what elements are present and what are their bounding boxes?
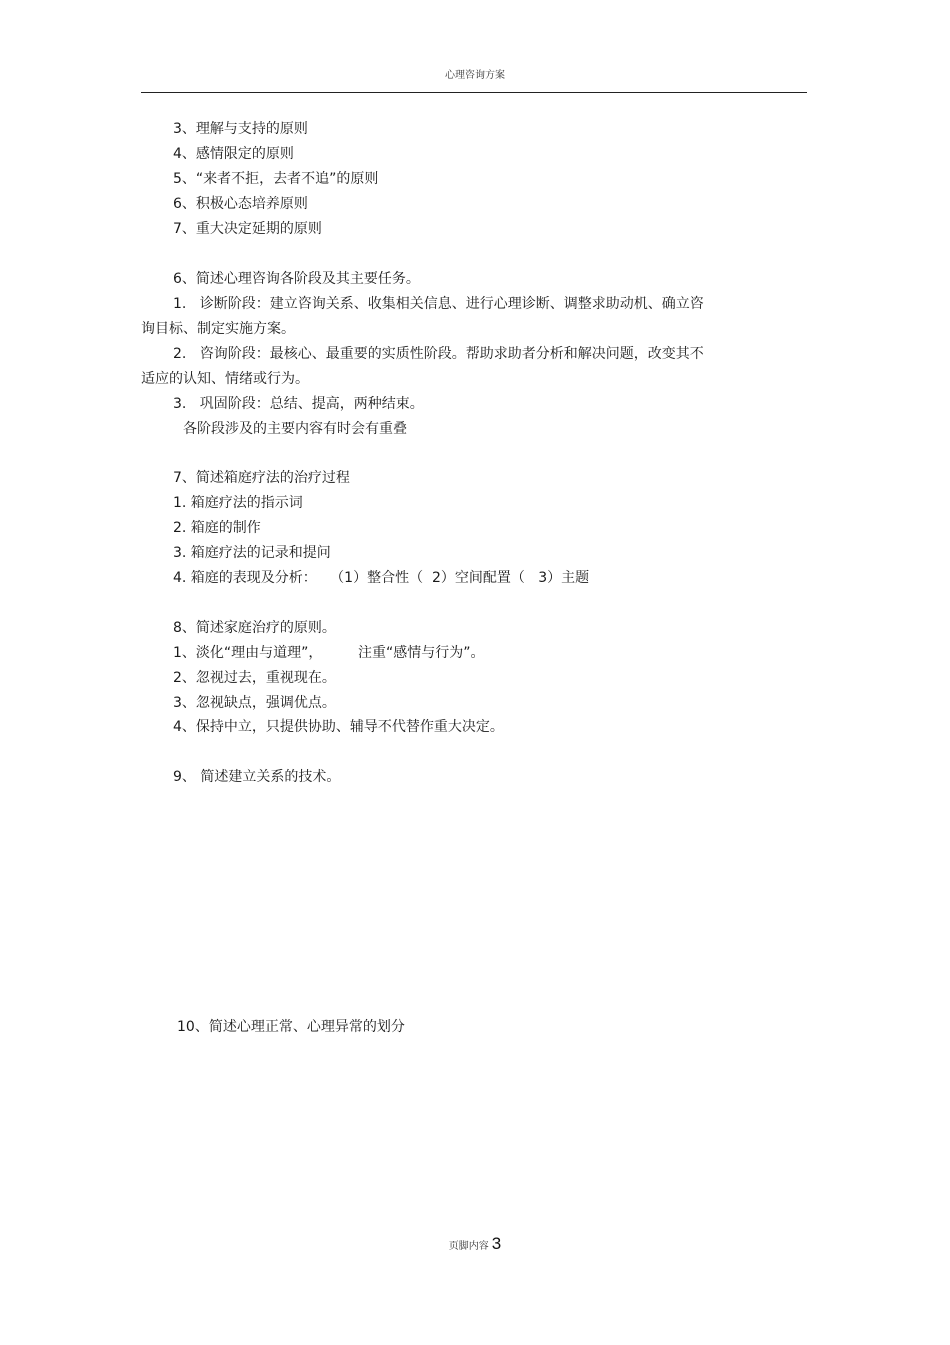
paragraph-line: 适应的认知、情绪或行为。	[141, 371, 309, 387]
list-item: 4、保持中立，只提供协助、辅导不代替作重大决定。	[173, 719, 504, 735]
list-item: 5、“来者不拒，去者不追”的原则	[173, 171, 379, 187]
list-item: 4、感情限定的原则	[173, 146, 294, 162]
footer-label: 页脚内容	[448, 1241, 489, 1252]
list-item: 7、重大决定延期的原则	[173, 221, 322, 237]
paragraph-line: 1. 诊断阶段：建立咨询关系、收集相关信息、进行心理诊断、调整求助动机、确立咨	[173, 296, 704, 312]
question-heading: 6、简述心理咨询各阶段及其主要任务。	[173, 271, 420, 287]
paragraph-line: 询目标、制定实施方案。	[141, 321, 295, 337]
question-heading: 8、简述家庭治疗的原则。	[173, 620, 336, 636]
list-item: 6、积极心态培养原则	[173, 196, 308, 212]
note-text: 各阶段涉及的主要内容有时会有重叠	[183, 421, 407, 437]
page-number: 3	[491, 1234, 502, 1253]
paragraph-line: 3. 巩固阶段：总结、提高，两种结束。	[173, 396, 424, 412]
list-item: 1、淡化“理由与道理”， 注重“感情与行为”。	[173, 645, 485, 661]
list-item: 3. 箱庭疗法的记录和提问	[173, 545, 331, 561]
question-heading: 9、 简述建立关系的技术。	[173, 769, 341, 785]
header-divider	[141, 92, 807, 93]
page-header: 心理咨询方案	[445, 70, 505, 81]
question-heading: 7、简述箱庭疗法的治疗过程	[173, 470, 350, 486]
list-item: 3、理解与支持的原则	[173, 121, 308, 137]
paragraph-line: 2. 咨询阶段：最核心、最重要的实质性阶段。帮助求助者分析和解决问题，改变其不	[173, 346, 704, 362]
question-heading: 10、简述心理正常、心理异常的划分	[177, 1019, 405, 1035]
page-footer	[0, 1234, 950, 1254]
list-item: 3、忽视缺点，强调优点。	[173, 695, 336, 711]
list-item: 2. 箱庭的制作	[173, 520, 261, 536]
list-item: 2、忽视过去，重视现在。	[173, 670, 336, 686]
list-item: 1. 箱庭疗法的指示词	[173, 495, 303, 511]
list-item: 4. 箱庭的表现及分析： （1）整合性（ 2）空间配置（ 3）主题	[173, 570, 590, 586]
